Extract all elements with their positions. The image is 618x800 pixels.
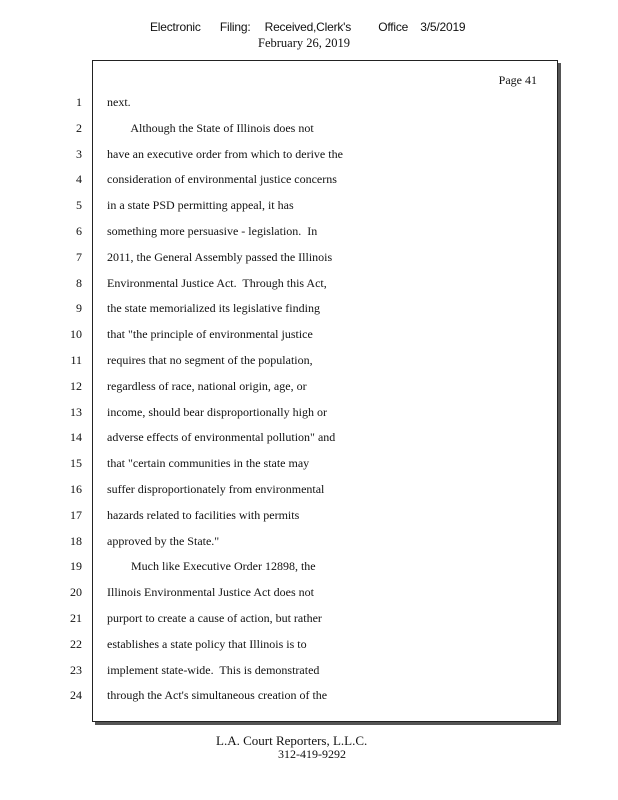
transcript-line: income, should bear disproportionally high or	[107, 404, 327, 419]
line-number: 11	[70, 352, 82, 367]
transcript-line: next.	[107, 95, 131, 109]
line-number: 15	[70, 456, 82, 471]
transcript-line: requires that no segment of the population,	[107, 352, 313, 367]
transcript-line: something more persuasive - legislation. In	[107, 223, 318, 238]
line-number: 12	[70, 378, 82, 393]
line-number: 22	[70, 636, 82, 651]
line-number: 6	[76, 223, 82, 238]
line-number: 13	[70, 404, 82, 419]
transcript-line: regardless of race, national origin, age, or	[107, 378, 307, 393]
transcript-line: adverse effects of environmental pollution" and	[107, 430, 336, 445]
line-number-column	[56, 92, 82, 711]
transcript-line: 2011, the General Assembly passed the Illinois	[107, 249, 333, 264]
line-number: 16	[70, 481, 82, 496]
line-number: 10	[70, 327, 82, 342]
line-number: 2	[76, 120, 82, 135]
line-number: 9	[76, 301, 82, 316]
line-number: 14	[70, 430, 82, 445]
footer-company: L.A. Court Reporters, L.L.C.	[216, 733, 368, 748]
transcript-line: consideration of environmental justice concerns	[107, 172, 337, 187]
transcript-line: approved by the State."	[107, 533, 220, 548]
line-number: 18	[70, 533, 82, 548]
transcript-line: Illinois Environmental Justice Act does not	[107, 585, 314, 600]
stamp-word: Office	[378, 20, 409, 34]
line-number: 8	[76, 275, 82, 290]
line-number: 4	[76, 172, 82, 187]
page-number: Page 41	[498, 73, 537, 87]
line-number: 5	[76, 198, 82, 213]
transcript-line: implement state-wide. This is demonstrated	[107, 662, 320, 677]
transcript-line: establishes a state policy that Illinois is to	[107, 636, 307, 651]
line-number: 7	[76, 249, 82, 264]
line-number: 21	[70, 610, 82, 625]
transcript-line: purport to create a cause of action, but rather	[107, 610, 322, 625]
line-number: 23	[70, 662, 82, 677]
line-number: 1	[76, 95, 82, 109]
transcript-line: have an executive order from which to derive the	[107, 146, 343, 161]
line-number: 24	[70, 688, 82, 703]
transcript-text	[107, 92, 547, 711]
transcript-line: suffer disproportionately from environmental	[107, 481, 325, 496]
transcript-line: Environmental Justice Act. Through this Act,	[107, 275, 327, 290]
transcript-line: through the Act's simultaneous creation of the	[107, 688, 328, 703]
filed-date: February 26, 2019	[258, 36, 350, 50]
line-number: 17	[70, 507, 82, 522]
transcript-line: the state memorialized its legislative finding	[107, 301, 320, 316]
stamp-word: Received,Clerk's	[264, 20, 352, 34]
stamp-word: Electronic	[150, 20, 201, 34]
transcript-line: in a state PSD permitting appeal, it has	[107, 198, 294, 213]
transcript-line: that "certain communities in the state may	[107, 456, 310, 471]
transcript-line: hazards related to facilities with permits	[107, 507, 300, 522]
transcript-line: that "the principle of environmental justice	[107, 327, 313, 342]
transcript-line: Although the State of Illinois does not	[107, 120, 314, 135]
line-number: 19	[70, 559, 82, 574]
line-number: 3	[76, 146, 82, 161]
line-number: 20	[70, 585, 82, 600]
stamp-date: 3/5/2019	[420, 20, 466, 34]
footer-phone: 312-419-9292	[278, 747, 346, 761]
electronic-filing-stamp	[150, 20, 465, 34]
transcript-line: Much like Executive Order 12898, the	[107, 559, 316, 574]
stamp-word: Filing:	[219, 20, 251, 34]
